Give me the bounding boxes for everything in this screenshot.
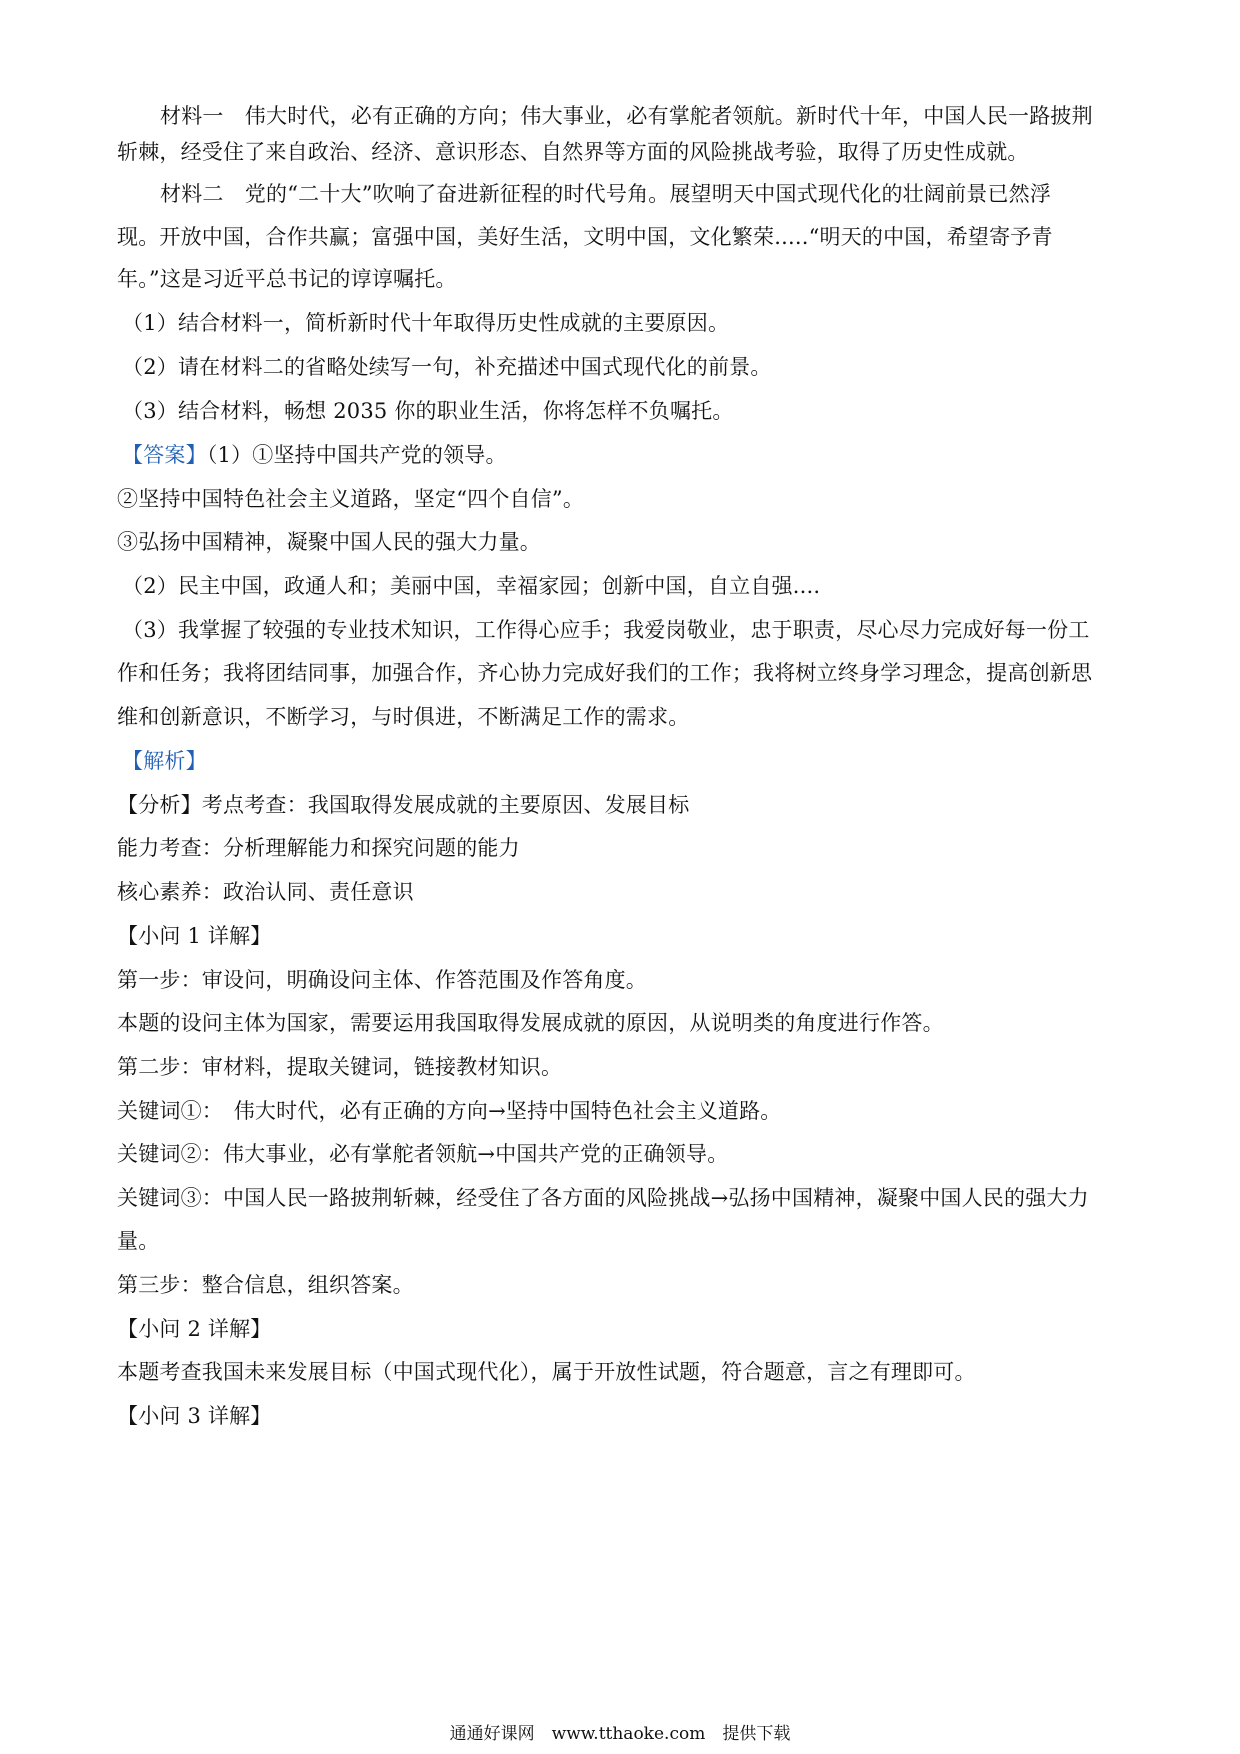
answer-3-line-3: 维和创新意识，不断学习，与时俱进，不断满足工作的需求。	[117, 705, 690, 729]
question-2: （2）请在材料二的省略处续写一句，补充描述中国式现代化的前景。	[122, 355, 772, 379]
sub-question-2-text: 本题考查我国未来发展目标（中国式现代化），属于开放性试题，符合题意，言之有理即可。	[117, 1360, 976, 1384]
answer-1-part-2: ②坚持中国特色社会主义道路，坚定“四个自信”。	[117, 487, 585, 511]
question-3: （3）结合材料，畅想 2035 你的职业生活，你将怎样不负嘱托。	[122, 399, 734, 423]
step-1-text: 本题的设问主体为国家，需要运用我国取得发展成就的原因，从说明类的角度进行作答。	[117, 1011, 944, 1035]
material-2-line-3: 年。”这是习近平总书记的谆谆嘱托。	[117, 267, 457, 291]
analysis-suyang: 核心素养：政治认同、责任意识	[117, 880, 414, 904]
sub-question-1-title: 【小问 1 详解】	[117, 924, 272, 948]
answer-tag: 【答案】	[122, 443, 207, 467]
material-1-line-2: 斩棘，经受住了来自政治、经济、意识形态、自然界等方面的风险挑战考验，取得了历史性成就。	[117, 140, 1029, 164]
step-2: 第二步：审材料，提取关键词，链接教材知识。	[117, 1055, 563, 1079]
analysis-fenxi: 【分析】考点考查：我国取得发展成就的主要原因、发展目标	[117, 793, 690, 817]
answer-2: （2）民主中国，政通人和；美丽中国，幸福家园；创新中国，自立自强....	[122, 574, 821, 598]
material-2-line-2: 现。开放中国，合作共赢；富强中国，美好生活，文明中国，文化繁荣.....“明天的中国，希望寄予青	[117, 225, 1053, 249]
keyword-3-line-2: 量。	[117, 1229, 160, 1253]
keyword-2: 关键词②：伟大事业，必有掌舵者领航→中国共产党的正确领导。	[117, 1142, 729, 1166]
answer-3-line-1: （3）我掌握了较强的专业技术知识，工作得心应手；我爱岗敬业，忠于职责，尽心尽力完成好每一份工	[122, 618, 1090, 642]
question-1: （1）结合材料一，简析新时代十年取得历史性成就的主要原因。	[122, 311, 730, 335]
step-3: 第三步：整合信息，组织答案。	[117, 1273, 414, 1297]
material-1-line-1: 材料一 伟大时代，必有正确的方向；伟大事业，必有掌舵者领航。新时代十年，中国人民一路披荆	[160, 104, 1093, 128]
footer-watermark: 通通好课网 www.tthaoke.com 提供下载	[449, 1724, 791, 1744]
analysis-tag: 【解析】	[122, 749, 207, 773]
sub-question-3-title: 【小问 3 详解】	[117, 1404, 272, 1428]
answer-1-part-1: （1）①坚持中国共产党的领导。	[206, 443, 507, 467]
answer-line-1	[122, 440, 1132, 470]
answer-3-line-2: 作和任务；我将团结同事，加强合作，齐心协力完成好我们的工作；我将树立终身学习理念，提高创新思	[117, 661, 1093, 685]
material-2-line-1: 材料二 党的“二十大”吹响了奋进新征程的时代号角。展望明天中国式现代化的壮阔前景已然浮	[160, 182, 1052, 206]
keyword-1: 关键词①： 伟大时代，必有正确的方向→坚持中国特色社会主义道路。	[117, 1099, 782, 1123]
answer-1-part-3: ③弘扬中国精神，凝聚中国人民的强大力量。	[117, 530, 541, 554]
analysis-nengli: 能力考查：分析理解能力和探究问题的能力	[117, 836, 520, 860]
step-1: 第一步：审设问，明确设问主体、作答范围及作答角度。	[117, 968, 647, 992]
keyword-3-line-1: 关键词③：中国人民一路披荆斩棘，经受住了各方面的风险挑战→弘扬中国精神，凝聚中国人民的强大力	[117, 1186, 1089, 1210]
sub-question-2-title: 【小问 2 详解】	[117, 1317, 272, 1341]
